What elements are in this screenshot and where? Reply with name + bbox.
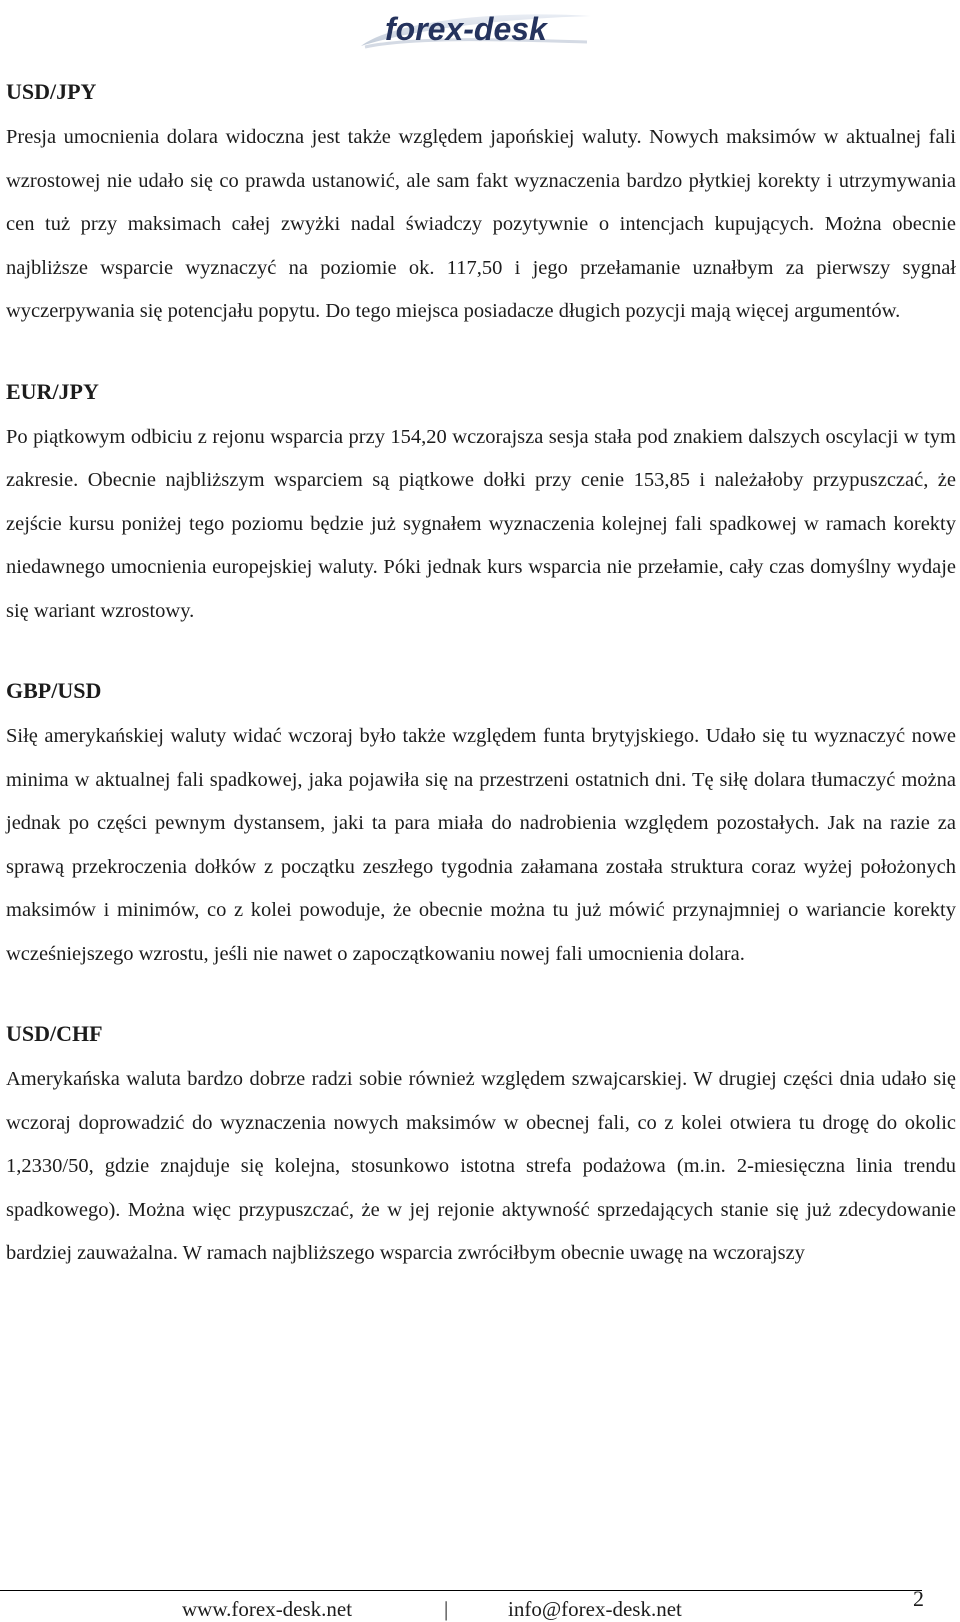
page-footer xyxy=(0,1586,960,1622)
footer-separator: | xyxy=(444,1597,449,1621)
section-paragraph: Po piątkowym odbiciu z rejonu wsparcia przy 154,20 wczorajsza sesja stała pod znakiem dalszych oscylacji w tym zakresie. Obecnie najbliższym wsparciem są piątkowe dołki przy cenie 153,85 i należałoby przypuszczać, że zejście kursu poniżej tego poziomu będzie już sygnałem wyznaczenia kolejnej fali spadkowej w ramach korekty niedawnego umocnienia europejskiej waluty. Póki jednak kurs wsparcia nie przełamie, cały czas domyślny wydaje się wariant wzrostowy. xyxy=(6,425,956,622)
section-heading: GBP/USD xyxy=(6,678,102,703)
page-number: 2 xyxy=(913,1586,924,1611)
section-gbp-usd xyxy=(6,671,956,976)
footer-divider xyxy=(0,1590,922,1591)
footer-website-link[interactable]: www.forex-desk.net xyxy=(182,1597,353,1621)
section-eur-jpy xyxy=(6,372,956,634)
section-paragraph: Amerykańska waluta bardzo dobrze radzi sobie również względem szwajcarskiej. W drugiej części dnia udało się wczoraj doprowadzić do wyznaczenia nowych maksimów w obecnej fali, co z kolei otwiera tu drogę do okolic 1,2330/50, gdzie znajduje się kolejna, stosunkowo istotna strefa podażowa (m.in. 2-miesięczna linia trendu spadkowego). Można więc przypuszczać, że w jej rejonie aktywność sprzedających stanie się już zdecydowanie bardziej zauważalna. W ramach najbliższego wsparcia zwróciłbym obecnie uwagę na wczorajszy xyxy=(6,1068,956,1264)
forex-desk-logo xyxy=(355,6,595,50)
section-usd-jpy xyxy=(6,72,956,334)
logo-wordmark: forex-desk xyxy=(385,11,547,47)
section-heading: USD/JPY xyxy=(6,79,97,104)
footer-email-link[interactable]: info@forex-desk.net xyxy=(508,1597,682,1621)
section-paragraph: Siłę amerykańskiej waluty widać wczoraj było także względem funta brytyjskiego. Udało się tu wyznaczyć nowe minima w aktualnej fali spadkowej, jaka pojawiła się na przestrzeni ostatnich dni. Tę siłę dolara tłumaczyć można jednak po części pewnym dystansem, jaki ta para miała do nadrobienia względem pozostałych. Jak na razie za sprawą przekroczenia dołków z początku zeszłego tygodnia załamana została struktura coraz wyżej położonych maksimów i minimów, co z kolei powoduje, że obecnie można tu już mówić przynajmniej o wariancie korekty wcześniejszego wzrostu, jeśli nie nawet o zapoczątkowaniu nowej fali umocnienia dolara. xyxy=(6,725,956,965)
section-heading: EUR/JPY xyxy=(6,378,99,404)
document-body xyxy=(6,72,956,1314)
section-usd-chf xyxy=(6,1014,956,1276)
section-paragraph: Presja umocnienia dolara widoczna jest także względem japońskiej waluty. Nowych maksimów w aktualnej fali wzrostowej nie udało się co prawda ustanowić, ale sam fakt wyznaczenia bardzo płytkiej korekty i utrzymywania cen tuż przy maksimach całej zwyżki nadal świadczy pozytywnie o intencjach kupujących. Można obecnie najbliższe wsparcie wyznaczyć na poziomie ok. 117,50 i jego przełamanie uznałbym za pierwszy sygnał wyczerpywania się potencjału popytu. Do tego miejsca posiadacze długich pozycji mają więcej argumentów. xyxy=(6,126,956,322)
section-heading: USD/CHF xyxy=(6,1021,103,1046)
